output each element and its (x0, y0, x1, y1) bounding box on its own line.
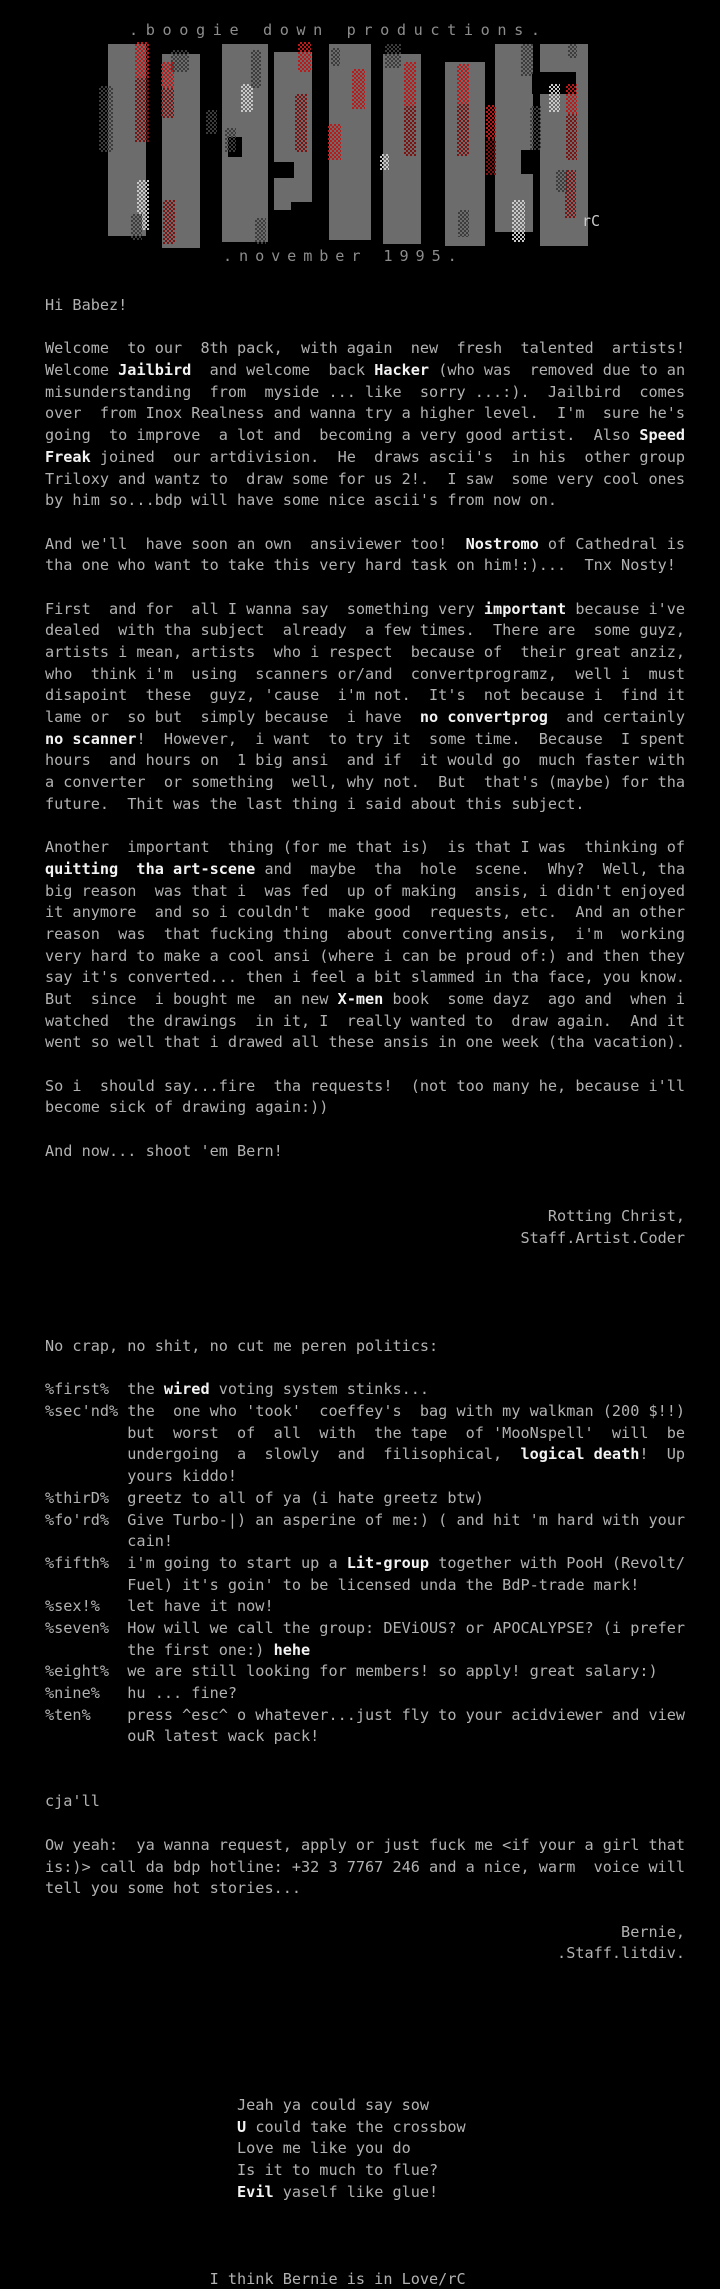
text-line (45, 1531, 685, 1553)
text-line (45, 1965, 685, 1987)
logo-block (131, 214, 142, 240)
text-segment: lame or so but simply because i have (45, 708, 420, 727)
text-line (45, 967, 685, 989)
text-line (45, 1705, 685, 1727)
text-line (45, 1683, 685, 1705)
text-line (45, 794, 685, 816)
logo-block (521, 150, 535, 174)
logo-block (352, 69, 365, 109)
bold-text-segment: Lit-group (346, 1553, 430, 1572)
text-segment: watched the drawings in it, I really wanted to draw again. And it (45, 1011, 686, 1030)
logo-block (566, 114, 577, 160)
logo-block (135, 78, 149, 142)
text-segment: together with PooH (Revolt/ (429, 1553, 686, 1572)
logo-block (385, 44, 401, 68)
text-line (45, 2008, 685, 2030)
text-segment: I think Bernie is in Love/rC (45, 2269, 466, 2288)
text-line (45, 1358, 685, 1380)
text-line (45, 1943, 685, 1965)
date-line: .november 1995. (223, 247, 464, 265)
logo-block (457, 64, 469, 104)
text-segment: dealed with tha subject already a few times. There are some guyz, (45, 621, 686, 640)
logo-block (99, 86, 113, 152)
text-segment: misunderstanding from myside ... like sorry ...:). Jailbird comes (45, 382, 686, 401)
text-segment: Welcome (45, 361, 119, 380)
text-segment: %sex!% let have it now! (45, 1597, 274, 1616)
text-line (45, 1054, 685, 1076)
logo-block (380, 154, 389, 170)
text-line (45, 2225, 685, 2247)
text-line (45, 1249, 685, 1271)
text-line (45, 1726, 685, 1748)
logo-block (521, 44, 533, 76)
text-line (45, 1097, 685, 1119)
text-segment: %first% the (45, 1380, 164, 1399)
text-segment: tha one who want to take this very hard task on him!:)... Tnx Nosty! (45, 556, 676, 575)
text-line (45, 664, 685, 686)
logo-block (206, 110, 217, 134)
logo-block (171, 50, 189, 72)
text-line (45, 295, 685, 317)
bold-text-segment: no scanner (45, 729, 137, 748)
text-segment: Another important thing (for me that is) is that I was thinking of (45, 838, 686, 857)
text-segment: joined our artdivision. He draws ascii's in his other group (90, 447, 686, 466)
bold-text-segment: Jailbird (118, 361, 192, 380)
logo-block (404, 62, 416, 106)
text-line (45, 1271, 685, 1293)
bold-text-segment: U (237, 2117, 247, 2136)
bold-text-segment: Freak (45, 447, 91, 466)
text-segment: Hi Babez! (45, 296, 128, 314)
text-line (45, 447, 685, 469)
text-segment: who think i'm using scanners or/and convertprogramz, well i must (45, 664, 686, 683)
text-segment: yaself like glue! (273, 2182, 439, 2201)
logo-block (225, 128, 236, 152)
text-segment: could take the crossbow (246, 2117, 466, 2136)
text-line (45, 1553, 685, 1575)
text-line (45, 469, 685, 491)
text-line (45, 1466, 685, 1488)
logo-block (255, 218, 266, 244)
text-line (45, 1857, 685, 1879)
logo-block (549, 84, 560, 112)
ansi-logo-news (105, 42, 611, 248)
text-line (45, 1748, 685, 1770)
text-line (45, 1510, 685, 1532)
text-line (45, 1791, 685, 1813)
text-segment: First and for all I wanna say something very (45, 599, 484, 618)
text-line (45, 881, 685, 903)
text-segment: %thirD% greetz to all of ya (i hate greetz btw) (45, 1488, 484, 1507)
text-segment: %fifth% i'm going to start up a (45, 1553, 347, 1572)
text-line (45, 555, 685, 577)
text-segment: say it's converted... then i feel a bit slammed in tha face, you know. (45, 968, 686, 987)
text-segment: Love me like you do (45, 2139, 411, 2158)
text-line (45, 1444, 685, 1466)
text-segment: ! However, i want to try it some time. Because I spent (136, 729, 686, 748)
text-segment: and maybe tha hole scene. Why? Well, tha (255, 859, 686, 878)
text-line (45, 989, 685, 1011)
text-segment: reason was that fucking thing about converting ansis, i'm working (45, 924, 686, 943)
text-line (45, 425, 685, 447)
text-line (45, 1401, 685, 1423)
text-segment: went so well that i drawed all these ansis in one week (tha vacation). (45, 1033, 686, 1052)
text-segment: very hard to make a cool ansi (where i can be proud of:) and then they (45, 946, 686, 965)
text-line (45, 2095, 685, 2117)
logo-signature: rC (582, 212, 601, 230)
text-line (45, 1987, 685, 2009)
text-line (45, 490, 685, 512)
text-line (45, 620, 685, 642)
text-line (45, 772, 685, 794)
text-line (45, 1119, 685, 1141)
text-segment: undergoing a slowly and filisophical, (45, 1445, 521, 1464)
text-segment: book some dayz ago and when i (383, 990, 686, 1008)
text-line (45, 859, 685, 881)
text-line (45, 924, 685, 946)
text-segment: cain! (45, 1532, 174, 1551)
text-line (45, 1878, 685, 1900)
logo-block (135, 42, 149, 78)
text-segment: %eight% we are still looking for members! so apply! great salary:) (45, 1662, 658, 1681)
text-line (45, 403, 685, 425)
logo-block (251, 50, 261, 88)
text-line (45, 2160, 685, 2182)
text-line (45, 1032, 685, 1054)
text-segment: future. Thit was the last thing i said about this subject. (45, 794, 585, 813)
logo-block (241, 84, 253, 112)
text-line (45, 1076, 685, 1098)
text-segment: and certainly (547, 708, 686, 727)
text-line (45, 1900, 685, 1922)
bold-text-segment: hehe (273, 1640, 311, 1659)
text-segment: going to improve a lot and becoming a very good artist. Also (45, 426, 640, 445)
text-line (45, 2030, 685, 2052)
text-segment: And we'll have soon an own ansiviewer too! (45, 534, 466, 553)
bold-text-segment: Hacker (374, 361, 430, 380)
text-segment: (who was removed due to an (429, 361, 686, 380)
text-line (45, 1596, 685, 1618)
header-title: .boogie down productions. (129, 21, 548, 39)
text-line (45, 729, 685, 751)
text-line (45, 1293, 685, 1315)
logo-block (163, 200, 175, 244)
text-line (45, 750, 685, 772)
text-line (45, 1835, 685, 1857)
text-segment: %fo'rd% Give Turbo-|) an asperine of me:) ( and hit 'm hard with your (45, 1510, 686, 1529)
text-line (45, 1813, 685, 1835)
bold-text-segment: X-men (337, 990, 384, 1008)
text-segment: voting system stinks... (209, 1380, 430, 1399)
text-line (45, 317, 685, 339)
text-segment: become sick of drawing again:)) (45, 1098, 329, 1117)
bold-text-segment: important (483, 599, 567, 618)
logo-block (328, 124, 341, 160)
text-line (45, 599, 685, 621)
text-line (45, 1922, 685, 1944)
text-line (45, 837, 685, 859)
logo-block (298, 42, 311, 72)
bold-text-segment: Speed (639, 426, 686, 445)
text-segment: tell you some hot stories... (45, 1879, 302, 1898)
text-segment: the first one:) (45, 1640, 274, 1659)
text-segment: Welcome to our 8th pack, with again new fresh talented artists! (45, 339, 686, 358)
text-line (45, 1379, 685, 1401)
text-segment: over from Inox Realness and wanna try a higher level. I'm sure he's (45, 404, 686, 423)
text-line (45, 577, 685, 599)
text-line (45, 1575, 685, 1597)
text-segment: cja'll (45, 1792, 100, 1811)
text-line (45, 1206, 685, 1228)
text-line (45, 816, 685, 838)
text-line (45, 2269, 685, 2289)
logo-block (486, 139, 496, 175)
text-segment: .Staff.litdiv. (45, 1944, 686, 1963)
document-body (45, 295, 685, 2289)
text-line (45, 2182, 685, 2204)
logo-block (295, 94, 307, 152)
text-segment: yours kiddo! (45, 1467, 238, 1486)
bold-text-segment: no convertprog (419, 708, 548, 727)
logo-block (486, 105, 496, 139)
text-line (45, 1661, 685, 1683)
text-segment: by him so...bdp will have some nice ascii's from now on. (45, 491, 558, 510)
logo-block (161, 88, 174, 118)
logo-block (568, 44, 577, 58)
text-segment: because i've (566, 599, 686, 618)
text-line (45, 360, 685, 382)
text-segment: %sec'nd% the one who 'took' coeffey's bag with my walkman (200 $!!) (45, 1402, 686, 1421)
text-line (45, 2117, 685, 2139)
bold-text-segment: quitting tha art-scene (45, 859, 256, 878)
text-segment: Staff.Artist.Coder (45, 1228, 686, 1247)
logo-block (512, 200, 525, 242)
text-line (45, 1314, 685, 1336)
text-line (45, 1618, 685, 1640)
text-segment: %ten% press ^esc^ o whatever...just fly to your acidviewer and view (45, 1705, 686, 1724)
text-segment: disapoint these guyz, 'cause i'm not. It's not because i find it (45, 686, 686, 705)
text-line (45, 1228, 685, 1250)
text-line (45, 512, 685, 534)
text-line (45, 1184, 685, 1206)
logo-block (566, 84, 577, 114)
text-line (45, 1141, 685, 1163)
text-line (45, 2204, 685, 2226)
logo-block (404, 106, 416, 156)
text-segment: Is it to much to flue? (45, 2161, 439, 2180)
text-line (45, 902, 685, 924)
logo-block (457, 104, 469, 156)
bold-text-segment: logical death (520, 1445, 640, 1464)
text-segment: ouR latest wack pack! (45, 1727, 320, 1746)
text-line (45, 2052, 685, 2074)
text-segment: it anymore and so i couldn't make good requests, etc. And an other (45, 903, 686, 922)
text-line (45, 685, 685, 707)
text-line (45, 1163, 685, 1185)
bold-text-segment: wired (163, 1380, 210, 1399)
text-segment: And now... shoot 'em Bern! (45, 1141, 283, 1160)
text-line (45, 1423, 685, 1445)
text-segment: But since i bought me an new (45, 990, 338, 1008)
logo-block (291, 202, 313, 220)
text-segment: artists i mean, artists who i respect because of their great anziz, (45, 643, 686, 661)
text-line (45, 1640, 685, 1662)
text-line (45, 642, 685, 664)
text-segment: Jeah ya could say sow (45, 2096, 430, 2115)
text-line (45, 707, 685, 729)
text-line (45, 534, 685, 556)
text-segment: hours and hours on 1 big ansi and if it would go much faster with (45, 751, 686, 770)
text-segment: So i should say...fire tha requests! (not too many he, because i'll (45, 1076, 686, 1095)
text-line (45, 338, 685, 360)
text-segment: %seven% How will we call the group: DEViOUS? or APOCALYPSE? (i prefer (45, 1618, 686, 1637)
text-segment: and welcome back (191, 361, 375, 380)
text-segment: but worst of all with the tape of 'MooNspell' will be (45, 1423, 686, 1442)
bold-text-segment: Nostromo (465, 534, 539, 553)
text-segment: of Cathedral is (538, 534, 686, 553)
text-line (45, 2073, 685, 2095)
text-line (45, 1336, 685, 1358)
text-segment: %nine% hu ... fine? (45, 1684, 238, 1702)
text-segment: Triloxy and wantz to draw some for us 2!. I saw some very cool ones (45, 469, 686, 488)
text-segment: a converter or something well, why not. But that's (maybe) for tha (45, 773, 686, 792)
logo-block (274, 162, 294, 178)
text-segment: Ow yeah: ya wanna request, apply or just fuck me <if your a girl that (45, 1835, 686, 1854)
text-segment: ! Up (639, 1445, 686, 1464)
logo-block (458, 210, 469, 237)
logo-block (530, 106, 541, 150)
text-line (45, 1770, 685, 1792)
logo-block (331, 48, 340, 66)
text-segment: Rotting Christ, (45, 1206, 686, 1225)
text-segment: Fuel) it's goin' to be licensed unda the BdP-trade mark! (45, 1575, 640, 1594)
text-segment: big reason was that i was fed up of making ansis, i didn't enjoyed (45, 881, 686, 900)
text-line (45, 2247, 685, 2269)
text-segment: No crap, no shit, no cut me peren politics: (45, 1337, 439, 1355)
text-segment: is:)> call da bdp hotline: +32 3 7767 246 and a nice, warm voice will (45, 1857, 686, 1876)
text-line (45, 946, 685, 968)
logo-block (556, 170, 567, 192)
text-segment: Bernie, (45, 1922, 686, 1941)
text-line (45, 382, 685, 404)
text-segment (45, 2183, 237, 2201)
bold-text-segment: Evil (237, 2182, 274, 2201)
text-line (45, 1011, 685, 1033)
text-line (45, 1488, 685, 1510)
text-line (45, 2138, 685, 2160)
text-segment (45, 2118, 237, 2136)
